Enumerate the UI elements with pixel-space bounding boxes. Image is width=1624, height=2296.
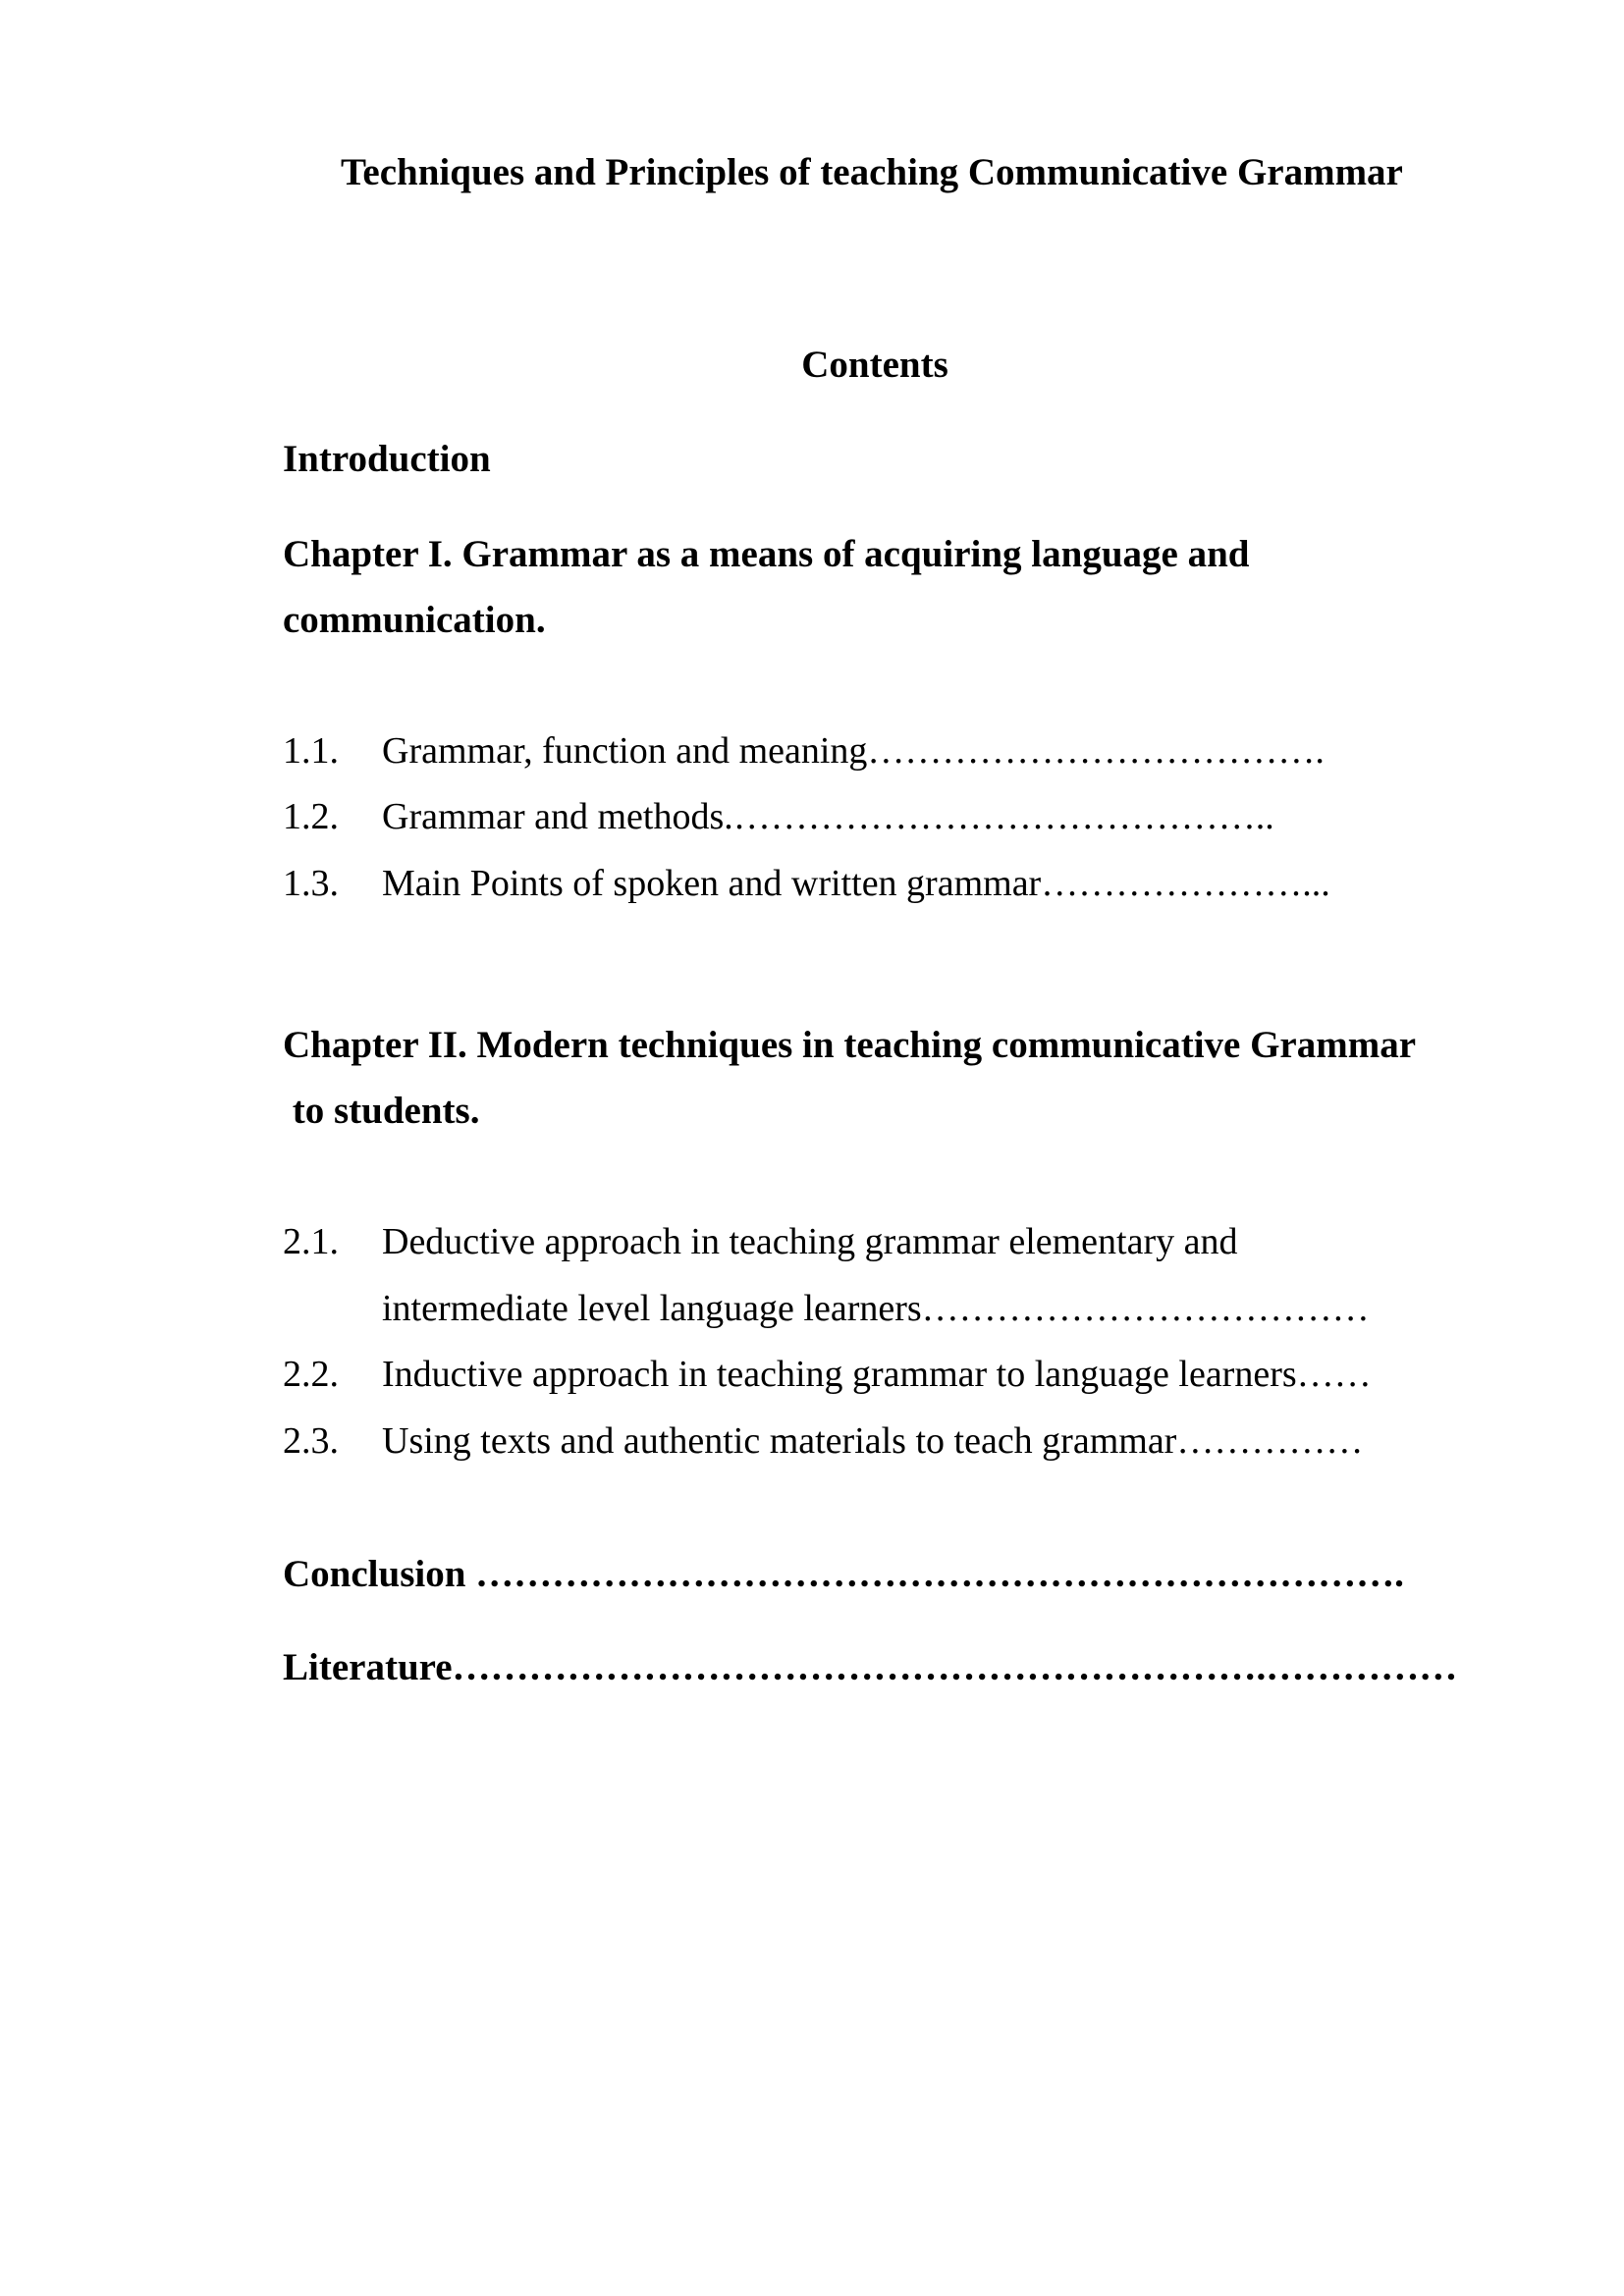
toc-introduction: Introduction [283, 438, 491, 480]
toc-conclusion: Conclusion ………………………………………………………………. [283, 1553, 1404, 1595]
toc-item-number: 2.2. [283, 1354, 339, 1395]
toc-item-text: Grammar and methods.…………………………………….. [382, 796, 1274, 837]
toc-item-1-3 [283, 865, 1330, 902]
toc-item-text: Main Points of spoken and written grammar…………………... [382, 863, 1330, 904]
contents-heading: Contents [801, 344, 948, 386]
toc-item-2-1 [283, 1223, 1238, 1260]
toc-item-text: Deductive approach in teaching grammar elementary and [382, 1221, 1238, 1262]
chapter1-title-line2: communication. [283, 599, 546, 641]
toc-item-text: Using texts and authentic materials to teach grammar…………… [382, 1420, 1364, 1462]
toc-item-number: 2.3. [283, 1420, 339, 1462]
document-title: Techniques and Principles of teaching Communicative Grammar [341, 151, 1403, 193]
toc-item-1-2 [283, 798, 1274, 835]
chapter2-title-line1: Chapter II. Modern techniques in teaching communicative Grammar [283, 1024, 1417, 1066]
toc-item-2-1-continuation: intermediate level language learners……………………………… [382, 1288, 1370, 1329]
toc-literature: Literature……………………………………………………….…………… [283, 1646, 1458, 1688]
toc-item-2-2 [283, 1356, 1372, 1393]
chapter1-title-line1: Chapter I. Grammar as a means of acquiring language and [283, 533, 1250, 575]
toc-item-number: 1.2. [283, 796, 339, 837]
toc-item-text: Inductive approach in teaching grammar to language learners…… [382, 1354, 1372, 1395]
toc-item-2-3 [283, 1422, 1363, 1460]
toc-item-1-1 [283, 732, 1325, 770]
toc-item-number: 1.1. [283, 730, 339, 772]
chapter2-title-line2: to students. [283, 1090, 480, 1132]
toc-item-number: 1.3. [283, 863, 339, 904]
toc-item-text: Grammar, function and meaning………………………………. [382, 730, 1325, 772]
toc-item-number: 2.1. [283, 1221, 339, 1262]
